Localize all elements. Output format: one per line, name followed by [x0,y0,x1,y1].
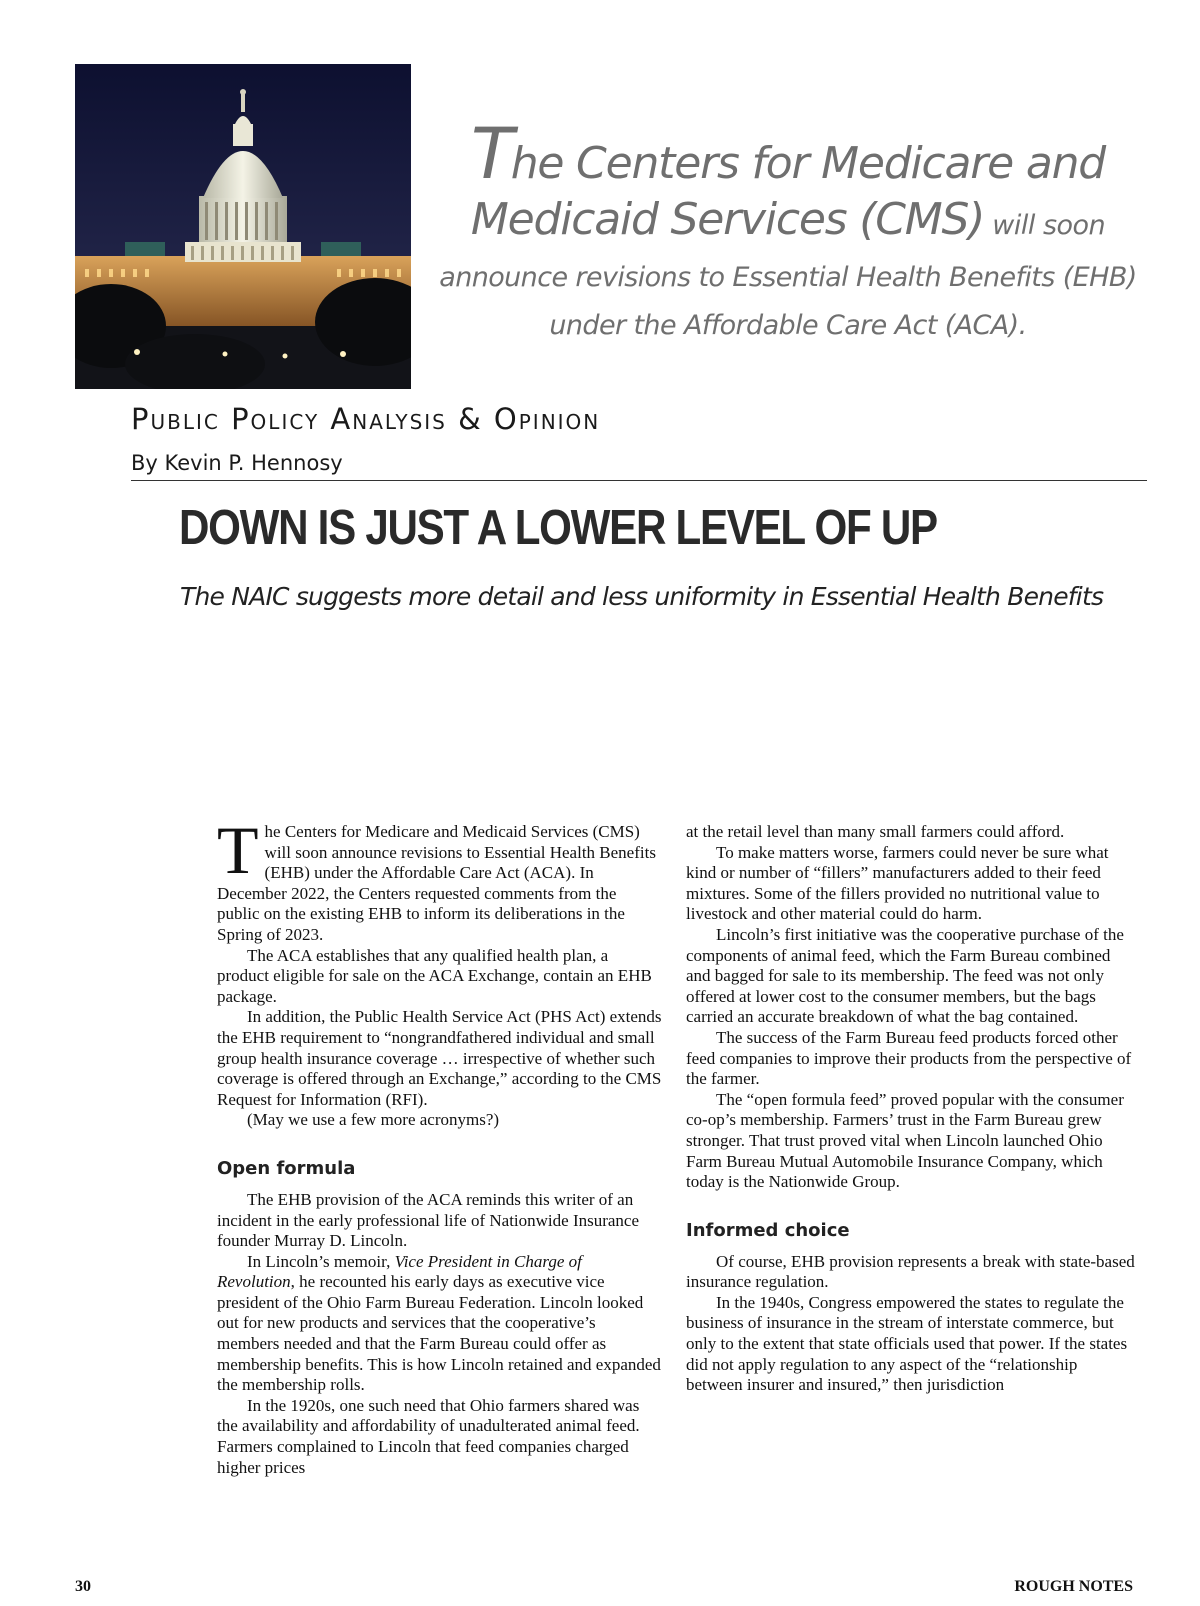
paragraph-text: , he recounted his early days as executive vice president of the Ohio Farm Bureau Federation. Lincoln looked out for new products and services that the cooperative’s members needed and that the Farm Bureau could offer as membership benefits. This is how Lincoln retained and expanded the membership rolls. [217,1272,661,1395]
pull-quote-line-2-small: will soon [984,210,1106,241]
paragraph: In the 1920s, one such need that Ohio farmers shared was the availability and affordability of unadulterated animal feed. Farmers complained to Lincoln that feed companies charged higher prices [217,1395,640,1477]
paragraph: (May we use a few more acronyms?) [247,1110,500,1130]
section-subhead: Informed choice [686,1219,850,1241]
pull-quote-line-2-main: Medicaid Services (CMS) [470,194,985,245]
paragraph: The success of the Farm Bureau feed products forced other feed companies to improve their products from the perspective of the farmer. [686,1027,1132,1089]
headline: DOWN IS JUST A LOWER LEVEL OF UP [179,501,937,555]
paragraph: In addition, the Public Health Service Act (PHS Act) extends the EHB requirement to “nongrandfathered individual and small group health insurance coverage … irrespective of whether such coverage is offered through an Exchange,” according to the CMS Request for Information (RFI). [217,1007,662,1109]
drop-cap: T [217,812,259,888]
pull-quote-line-1 [428,113,1148,195]
subheadline: The NAIC suggests more detail and less uniformity in Essential Health Benefits [180,582,1104,611]
paragraph [217,1252,662,1396]
section-subhead: Open formula [217,1157,356,1179]
capitol-photo [75,64,411,389]
paragraph: The ACA establishes that any qualified health plan, a product eligible for sale on the ACA Exchange, contain an EHB package. [217,945,652,1006]
paragraph: at the retail level than many small farmers could afford. [686,822,1065,841]
paragraph-text: In Lincoln’s memoir, [247,1251,395,1271]
pull-quote-line-1-text: he Centers for Medicare and [510,138,1106,189]
paragraph-text: he Centers for Medicare and Medicaid Services (CMS) will soon announce revisions to Essential Health Benefits (EHB) under the Affordable Care Act (ACA). In December 2022, the Centers requested comments from the public on the existing EHB to inform its deliberations in the Spring of 2023. [217,822,656,944]
paragraph: To make matters worse, farmers could never be sure what kind or number of “fillers” manufacturers added to their feed mixtures. Some of the fillers provided no nutritional value to livestock and other material could do harm. [686,842,1109,924]
paragraph: Lincoln’s first initiative was the cooperative purchase of the components of animal feed, which the Farm Bureau combined and bagged for sale to its membership. The feed was not only offered at lower cost to the consumer members, but the bags carried an accurate breakdown of what the bag contained. [686,924,1124,1027]
paragraph [217,812,662,946]
page-number: 30 [75,1578,91,1595]
paragraph: The EHB provision of the ACA reminds this writer of an incident in the early professional life of Nationwide Insurance founder Murray D. Lincoln. [217,1189,640,1251]
divider [131,480,1147,481]
paragraph: The “open formula feed” proved popular with the consumer co-op’s membership. Farmers’ trust in the Farm Bureau grew stronger. That trust proved vital when Lincoln launched Ohio Farm Bureau Mutual Automobile Insurance Company, which today is the Nationwide Group. [686,1089,1124,1192]
book-title: Vice President in Charge of Revolution [217,1251,582,1292]
pull-quote-initial: T [470,113,511,195]
pull-quote [428,113,1148,350]
section-title: Public Policy Analysis & Opinion [131,402,601,436]
paragraph: Of course, EHB provision represents a break with state-based insurance regulation. [686,1251,1135,1292]
byline: By Kevin P. Hennosy [131,451,343,475]
paragraph: In the 1940s, Congress empowered the states to regulate the business of insurance in the stream of interstate commerce, but only to the extent that state officials used that power. If the states did not apply regulation to any aspect of the “relationship between insurer and insured,” then jurisdiction [686,1292,1128,1395]
publication-name: ROUGH NOTES [1014,1578,1133,1595]
article-column-right [686,822,1136,1396]
pull-quote-line-3: announce revisions to Essential Health Benefits (EHB) [439,262,1137,293]
pull-quote-line-4: under the Affordable Care Act (ACA). [549,310,1027,341]
article-column-left [217,812,662,1478]
pull-quote-line-2 [428,192,1148,254]
